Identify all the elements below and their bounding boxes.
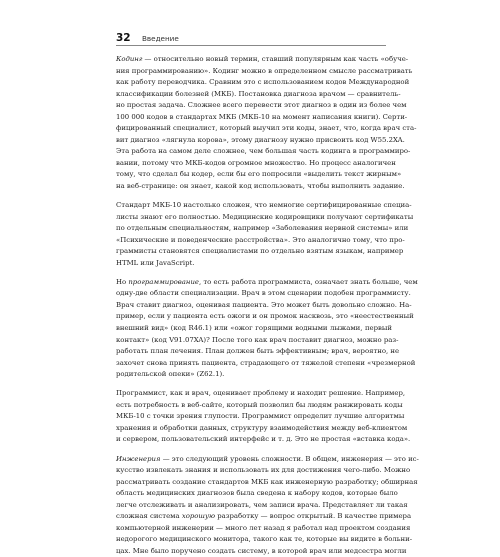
- text-line: и сервером, пользовательский интерфейс и т. д. Это не простая «вставка кода».: [116, 434, 392, 446]
- paragraph: [116, 200, 392, 269]
- text-line: захочет снова принять пациента, страдающего от тяжелой степени «чрезмерной: [116, 358, 392, 370]
- text-line: есть потребность в веб-сайте, который позволил бы людям ранжировать коды: [116, 400, 392, 412]
- text-line: сложная система хорошую разработку — вопрос открытый. В качестве примера: [116, 511, 392, 523]
- text-line: 100 000 кодов в стандартах МКБ (МКБ-10 на момент написания книги). Серти-: [116, 112, 392, 124]
- text-line: одну-две области специализации. Врач в этом сценарии подобен программисту.: [116, 288, 392, 300]
- text-line: Кодинг — относительно новый термин, ставший популярным как часть «обуче-: [116, 54, 392, 66]
- text-line: граммисты становятся специалистами по отдельно взятым языкам, например: [116, 246, 392, 258]
- text-line: Инженерия — это следующий уровень сложности. В общем, инженерия — это ис-: [116, 454, 392, 466]
- text-line: HTML или JavaScript.: [116, 258, 392, 270]
- text-line: вит диагноз «лягнула корова», этому диагнозу нужно присвоить код W55.2XA.: [116, 135, 392, 147]
- text-line: область медицинских диагнозов была сведена к набору кодов, которые было: [116, 488, 392, 500]
- paragraph: [116, 454, 392, 557]
- text-line: МКБ-10 с точки зрения глупости. Программист определит лучшие алгоритмы: [116, 411, 392, 423]
- text-line: вании, потому что МКБ-кодов огромное множество. Но процесс аналогичен: [116, 158, 392, 170]
- text-line: Врач ставит диагноз, оценивая пациента. Это может быть довольно сложно. На-: [116, 300, 392, 312]
- section-title: Введение: [142, 34, 179, 43]
- paragraph-gap: [116, 269, 392, 277]
- text-line: рассматривать создание стандартов МКБ как инженерную разработку; обширная: [116, 477, 392, 489]
- text-line: классификации болезней (МКБ). Постановка диагноза врачом — сравнитель-: [116, 89, 392, 101]
- paragraph-gap: [116, 193, 392, 201]
- text-line: легче отслеживать и анализировать, чем записи врача. Представляет ли такая: [116, 500, 392, 512]
- text-line: на веб-странице: он знает, какой код использовать, чтобы выполнить задание.: [116, 181, 392, 193]
- running-header: [116, 32, 179, 44]
- page-body: [116, 54, 392, 557]
- text-line: ния программированию». Кодинг можно в определенном смысле рассматривать: [116, 66, 392, 78]
- paragraph-gap: [116, 381, 392, 389]
- text-line: хранения и обработки данных, структуру взаимодействия между веб-клиентом: [116, 423, 392, 435]
- page-number: 32: [116, 32, 142, 44]
- text-line: «Психические и поведенческие расстройства». Это аналогично тому, что про-: [116, 235, 392, 247]
- text-line: как работу переводчика. Сравним это с использованием кодов Международной: [116, 77, 392, 89]
- text-line: но простая задача. Сложнее всего перевести этот диагноз в один из более чем: [116, 100, 392, 112]
- text-line: по отдельным специальностям, например «Заболевания нервной системы» или: [116, 223, 392, 235]
- text-line: внешний вид» (код R46.1) или «ожог горящими водными лыжами, первый: [116, 323, 392, 335]
- text-line: компьютерной инженерии — много лет назад я работал над проектом создания: [116, 523, 392, 535]
- text-line: цах. Мне было поручено создать систему, в которой врач или медсестра могли: [116, 546, 392, 557]
- text-line: Эта работа на самом деле сложнее, чем большая часть кодинга в программиро-: [116, 146, 392, 158]
- text-line: родительской опеки» (Z62.1).: [116, 369, 392, 381]
- paragraph: [116, 388, 392, 446]
- text-line: Программист, как и врач, оценивает проблему и находит решение. Например,: [116, 388, 392, 400]
- paragraph-gap: [116, 446, 392, 454]
- text-line: листы знают его полностью. Медицинские кодировщики получают сертификаты: [116, 212, 392, 224]
- text-line: работать план лечения. План должен быть эффективным; врач, вероятно, не: [116, 346, 392, 358]
- text-line: тому, что сделал бы кодер, если бы его попросили «выделить текст жирным»: [116, 169, 392, 181]
- text-line: Стандарт МКБ-10 настолько сложен, что немногие сертифицированные специа-: [116, 200, 392, 212]
- header-divider: [116, 45, 386, 46]
- text-line: недорогого медицинского монитора, такого как те, которые вы видите в больни-: [116, 534, 392, 546]
- text-line: контакт» (код V91.07XA)? После того как врач поставит диагноз, можно раз-: [116, 335, 392, 347]
- text-line: фицированный специалист, который выучил эти коды, знает, что, когда врач ста-: [116, 123, 392, 135]
- text-line: пример, если у пациента есть ожоги и он промок насквозь, это «неестественный: [116, 311, 392, 323]
- text-line: кусство извлекать знания и использовать их для достижения чего-либо. Можно: [116, 465, 392, 477]
- paragraph: [116, 277, 392, 381]
- paragraph: [116, 54, 392, 193]
- text-line: Но программирование, то есть работа программиста, означает знать больше, чем: [116, 277, 392, 289]
